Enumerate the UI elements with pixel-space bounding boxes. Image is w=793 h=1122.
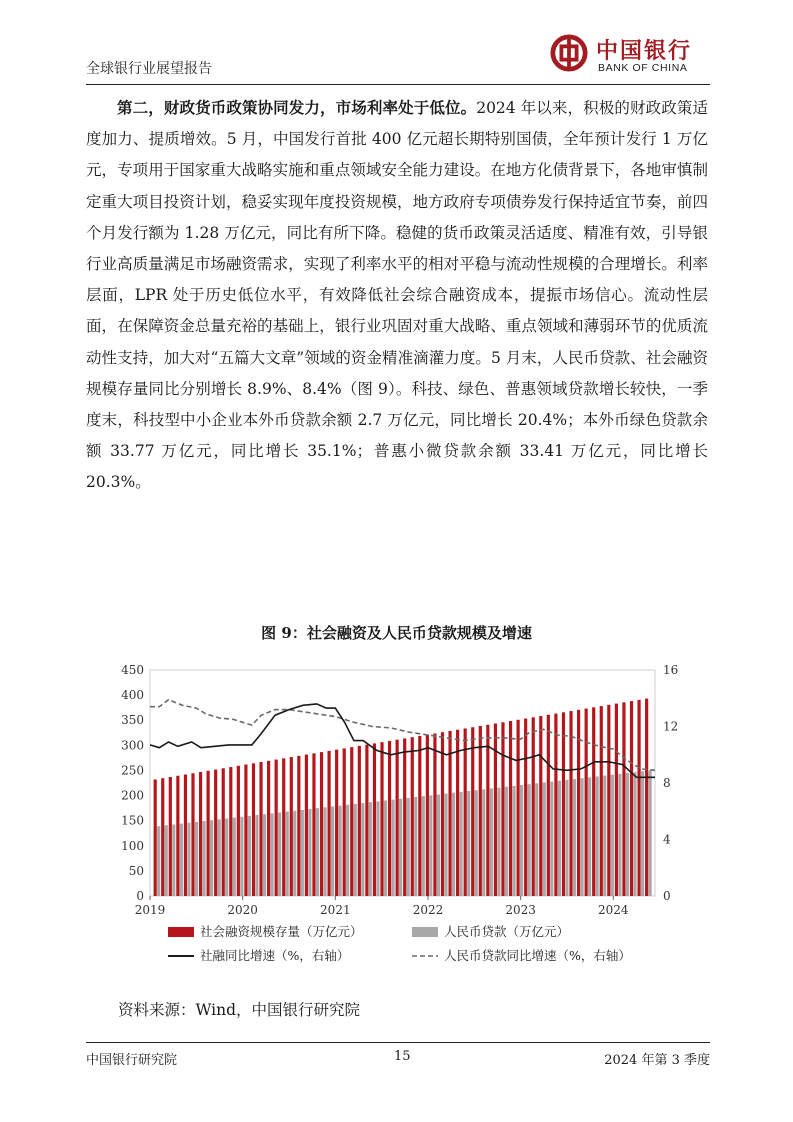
financing-bar: [418, 736, 421, 896]
financing-bar: [184, 775, 187, 896]
financing-bar: [259, 762, 262, 896]
loan-bar: [286, 812, 289, 896]
loan-bar: [195, 822, 198, 896]
y-left-tick-label: 100: [121, 838, 144, 853]
page-number: 15: [394, 1049, 411, 1064]
financing-bar: [335, 750, 338, 896]
financing-bar: [373, 743, 376, 896]
x-tick-label: 2022: [412, 903, 444, 917]
loan-bar: [369, 802, 372, 896]
loan-bar: [550, 782, 553, 896]
financing-bar: [312, 753, 315, 896]
bank-logo: [550, 32, 710, 78]
legend-swatch-loan: [412, 927, 438, 937]
financing-bar: [380, 742, 383, 896]
financing-bar: [607, 705, 610, 896]
financing-bar: [517, 720, 520, 896]
legend-label-loan: 人民币贷款（万亿元）: [444, 924, 570, 939]
y-right-tick-label: 8: [663, 776, 671, 790]
financing-bar: [501, 722, 504, 896]
financing-bar: [471, 727, 474, 896]
financing-bar: [176, 776, 179, 896]
financing-bar: [464, 728, 467, 896]
loan-bar: [543, 782, 546, 896]
y-left-tick-label: 450: [121, 663, 144, 677]
y-left-tick-label: 200: [121, 788, 144, 803]
financing-bar: [358, 746, 361, 896]
loan-bar: [157, 826, 160, 896]
page-footer: [86, 1042, 710, 1073]
loan-bar: [512, 786, 515, 896]
paragraph-text: 2024 年以来，积极的财政政策适度加力、提质增效。5 月，中国发行首批 400 亿元超长期特别国债，全年预计发行 1 万亿元，专项用于国家重大战略实施和重点领域安全能力建设。在地方化债背景下，各地审慎制定重大项目投资计划，稳妥实现年度投资规模，地方政府专项债券发行保持适宜节奏，前四个月发行额为 1.28 万亿元，同比有所下降。稳健的货币政策灵活适度、精准有效，引导银行业高质量满足市场融资需求，实现了利率水平的相对平稳与流动性规模的合理增长。利率层面，LPR 处于历史低位水平，有效降低社会综合融资成本，提振市场信心。流动性层面，在保障资金总量充裕的基础上，银行业巩固对重大战略、重点领域和薄弱环节的优质流动性支持，加大对“五篇大文章”领域的资金精准滴灌力度。5 月末，人民币贷款、社会融资规模存量同比分别增长 8.9%、8.4%（图 9）。科技、绿色、普惠领域贷款增长较快，一季度末，科技型中小企业本外币贷款余额 2.7 万亿元，同比增长 20.4%；本外币绿色贷款余额 33.77 万亿元，同比增长 35.1%；普惠小微贷款余额 33.41 万亿元，同比增长 20.3%。: [86, 99, 708, 492]
financing-bar: [199, 772, 202, 896]
financing-bar: [229, 767, 232, 896]
bank-logo-icon: [550, 34, 588, 72]
loan-bar: [391, 800, 394, 896]
financing-bar: [441, 732, 444, 896]
loan-bar: [202, 821, 205, 896]
loan-bar: [641, 771, 644, 896]
loan-bar: [580, 778, 583, 896]
financing-bar: [509, 721, 512, 896]
financing-bar: [630, 701, 633, 896]
chart-container: [90, 654, 710, 984]
loan-bar: [218, 819, 221, 896]
loan-bar: [255, 815, 258, 896]
y-right-tick-label: 12: [663, 719, 679, 734]
loan-bar: [376, 801, 379, 896]
financing-bar: [577, 710, 580, 896]
loan-bar: [331, 806, 334, 896]
loan-bar: [467, 791, 470, 896]
legend-label-loan-growth: 人民币贷款同比增速（%，右轴）: [444, 948, 631, 963]
financing-bar: [343, 748, 346, 896]
loan-bar: [558, 781, 561, 896]
financing-bar: [433, 733, 436, 896]
x-tick-label: 2021: [320, 903, 351, 917]
loan-bar: [180, 824, 183, 896]
loan-bar: [354, 804, 357, 896]
y-left-tick-label: 350: [121, 713, 144, 728]
financing-bar: [350, 747, 353, 896]
financing-bar: [426, 735, 429, 896]
financing-bar: [244, 765, 247, 896]
loan-bar: [316, 808, 319, 896]
x-tick-label: 2020: [227, 903, 258, 917]
financing-bar: [479, 726, 482, 896]
financing-bar: [290, 757, 293, 896]
page-header: [86, 28, 710, 85]
loan-bar: [361, 803, 364, 896]
financing-bar: [267, 761, 270, 896]
loan-bar: [339, 806, 342, 896]
loan-bar: [187, 823, 190, 896]
x-tick-label: 2024: [598, 903, 629, 917]
loan-bar: [633, 772, 636, 896]
x-tick-label: 2019: [134, 903, 166, 917]
financing-bar: [169, 777, 172, 896]
loan-bar: [270, 813, 273, 896]
loan-bar: [422, 796, 425, 896]
loan-bar: [649, 770, 652, 896]
loan-bar: [323, 807, 326, 896]
financing-bar: [388, 741, 391, 896]
loan-bar: [603, 776, 606, 896]
financing-bar: [297, 756, 300, 896]
x-tick-label: 2023: [505, 903, 536, 917]
logo-chinese-name: 中国银行: [596, 38, 693, 64]
report-title: 全球银行业展望报告: [86, 61, 212, 77]
loan-bar: [535, 783, 538, 896]
loan-bar: [437, 794, 440, 896]
financing-bar: [154, 779, 157, 896]
loan-bar: [565, 780, 568, 896]
loan-bar: [618, 774, 621, 896]
financing-bar: [282, 758, 285, 896]
legend-swatch-financing: [168, 927, 194, 937]
financing-bar: [592, 707, 595, 896]
loan-bar: [482, 789, 485, 896]
loan-bar: [225, 818, 228, 896]
financing-bar: [275, 760, 278, 896]
financing-loan-chart: [90, 654, 710, 984]
financing-bar: [562, 712, 565, 896]
financing-bar: [622, 702, 625, 896]
loan-bar: [165, 825, 168, 896]
figure-title: 图 9：社会融资及人民币贷款规模及增速: [261, 624, 532, 642]
y-left-tick-label: 0: [136, 889, 144, 903]
loan-bar: [505, 787, 508, 896]
loan-bar: [384, 800, 387, 896]
loan-bar: [308, 809, 311, 896]
loan-bar: [588, 777, 591, 896]
paragraph-lead: 第二，财政货币政策协同发力，市场利率处于低位。: [117, 98, 477, 117]
y-right-tick-label: 0: [663, 889, 671, 903]
loan-bar: [210, 820, 213, 896]
y-left-tick-label: 400: [121, 688, 144, 703]
logo-english-name: BANK OF CHINA: [598, 62, 688, 74]
loan-bar: [346, 805, 349, 896]
loan-bar: [407, 798, 410, 896]
financing-bar: [600, 706, 603, 896]
financing-bar: [637, 700, 640, 896]
financing-bar: [320, 752, 323, 896]
loan-bar: [233, 818, 236, 896]
loan-bar: [596, 776, 599, 896]
financing-bar: [396, 740, 399, 896]
y-left-tick-label: 50: [128, 863, 144, 878]
loan-bar: [248, 816, 251, 896]
y-left-tick-label: 250: [121, 763, 144, 778]
financing-bar: [237, 766, 240, 896]
loan-bar: [452, 793, 455, 896]
loan-bar: [278, 812, 281, 896]
footer-quarter: 2024 年第 3 季度: [604, 1053, 710, 1068]
loan-bar: [172, 824, 175, 896]
y-left-tick-label: 300: [121, 738, 144, 753]
financing-bar: [252, 763, 255, 896]
y-right-tick-label: 16: [663, 663, 679, 677]
financing-bar: [214, 770, 217, 896]
loan-bar: [626, 773, 629, 896]
loan-bar: [460, 792, 463, 896]
financing-bar: [456, 730, 459, 896]
financing-bar: [532, 717, 535, 896]
loan-bar: [301, 810, 304, 896]
financing-bar: [645, 699, 648, 896]
financing-bar: [486, 725, 489, 896]
body-paragraph: [86, 92, 708, 499]
financing-bar: [547, 715, 550, 896]
financing-bar: [615, 704, 618, 896]
loan-bar: [263, 814, 266, 896]
y-right-tick-label: 4: [663, 832, 671, 847]
loan-bar: [399, 799, 402, 896]
financing-bar: [191, 773, 194, 896]
loan-bar: [240, 817, 243, 896]
financing-bar: [448, 731, 451, 896]
loan-bar: [475, 790, 478, 896]
figure-source: 资料来源：Wind，中国银行研究院: [118, 1001, 361, 1019]
financing-bar: [305, 755, 308, 896]
financing-bar: [403, 738, 406, 896]
y-left-tick-label: 150: [121, 813, 144, 828]
loan-bar: [573, 779, 576, 896]
loan-bar: [528, 784, 531, 896]
financing-bar: [161, 778, 164, 896]
loan-bar: [497, 788, 500, 896]
financing-bar: [524, 719, 527, 896]
loan-bar: [611, 775, 614, 896]
financing-bar: [569, 711, 572, 896]
financing-bar: [327, 751, 330, 896]
loan-bar: [520, 785, 523, 896]
loan-bar: [429, 795, 432, 896]
financing-bar: [365, 745, 368, 896]
loan-bar: [293, 811, 296, 896]
loan-bar: [414, 797, 417, 896]
financing-bar: [411, 737, 414, 896]
financing-bar: [222, 768, 225, 896]
footer-institute: 中国银行研究院: [86, 1053, 178, 1068]
financing-bar: [207, 771, 210, 896]
loan-bar: [444, 794, 447, 896]
legend-label-financing: 社会融资规模存量（万亿元）: [200, 924, 363, 939]
loan-bar: [490, 788, 493, 896]
financing-bar: [554, 714, 557, 896]
financing-bar: [585, 709, 588, 896]
legend-label-financing-growth: 社融同比增速（%，右轴）: [200, 948, 350, 963]
financing-bar: [539, 716, 542, 896]
